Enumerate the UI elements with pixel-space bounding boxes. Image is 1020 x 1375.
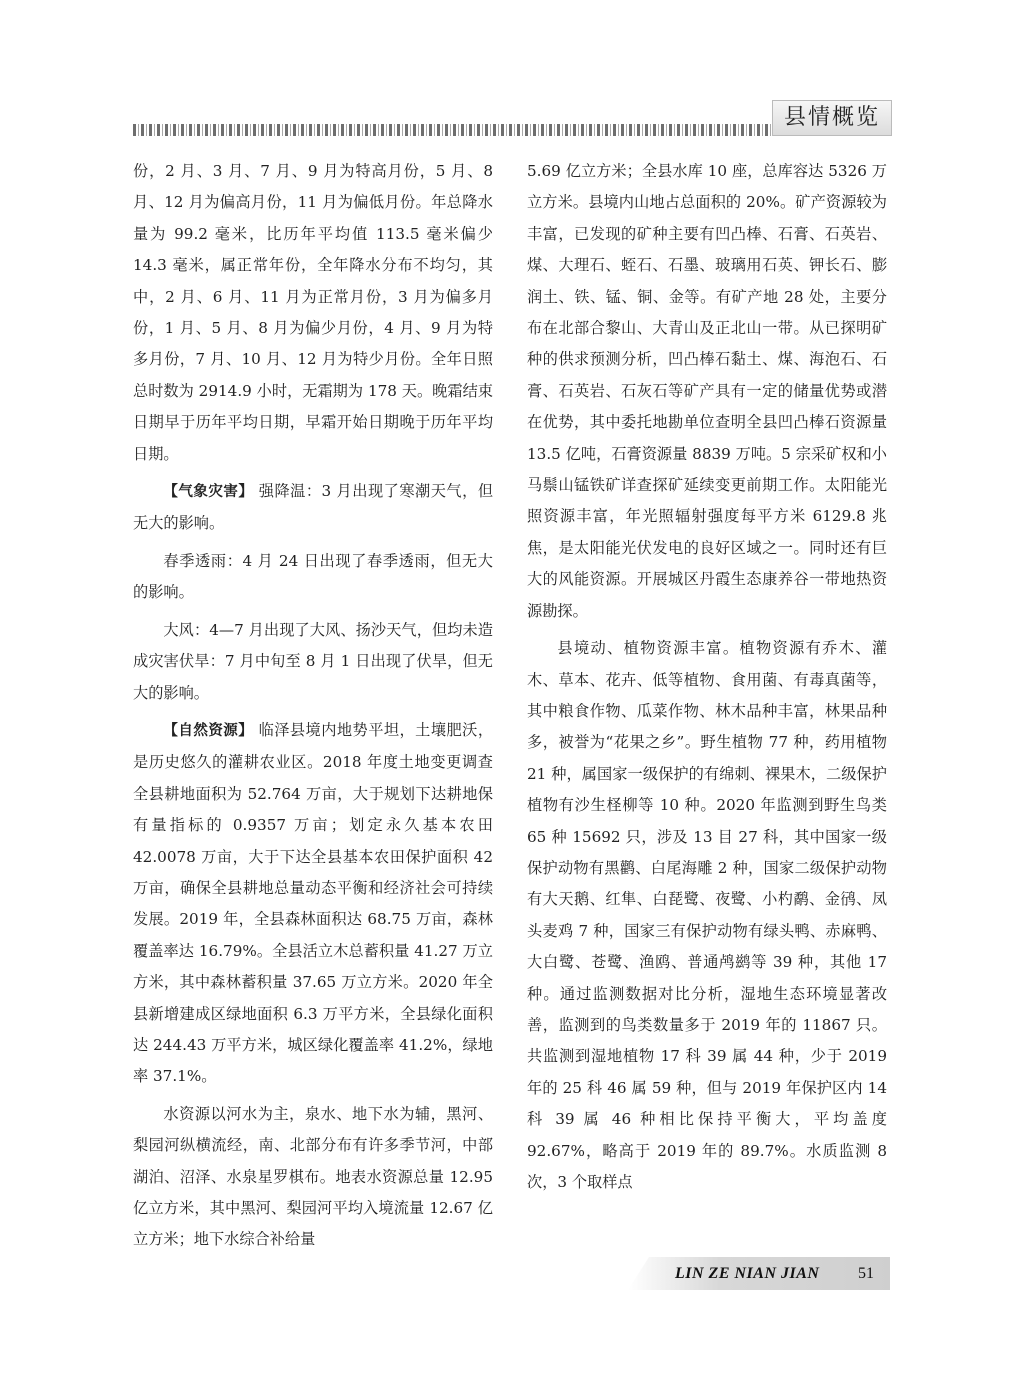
page-number: 51 — [858, 1265, 874, 1282]
paragraph-text: 临泽县境内地势平坦，土壤肥沃，是历史悠久的灌耕农业区。2018 年度土地变更调查全县耕地面积为 52.764 万亩，大于规划下达耕地保有量指标的 0.9357 万亩；划定永久基本农田 42.0078 万亩，大于下达全县基本农田保护面积 42 万亩，确保全县耕地总量动态平衡和经济社会可持续发展。2019 年，全县森林面积达 68.75 万亩，森林覆盖率达 16.79%。全县活立木总蓄积量 41.27 万立方米，其中森林蓄积量 37.65 万立方米。2020 年全县新增建成区绿地面积 6.3 万平方米，全县绿化面积达 244.43 万平方米，城区绿化覆盖率 41.2%，绿地率 37.1%。 — [133, 720, 494, 1086]
paragraph-text: 强降温：3 月出现了寒潮天气，但无大的影响。 — [133, 482, 494, 533]
journal-name: LIN ZE NIAN JIAN — [675, 1265, 820, 1282]
right-column — [527, 156, 887, 1204]
header-decorative-rule — [133, 124, 771, 136]
paragraph: 份，2 月、3 月、7 月、9 月为特高月份，5 月、8 月、12 月为偏高月份，11 月为偏低月份。年总降水量为 99.2 毫米，比历年平均值 113.5 毫米偏少 14.3 毫米，属正常年份，全年降水分布不均匀，其中，2 月、6 月、11 月为正常月份，3 月为偏多月份，1 月、5 月、8 月为偏少月份，4 月、9 月为特多月份，7 月、10 月、12 月为特少月份。全年日照总时数为 2914.9 小时，无霜期为 178 天。晚霜结束日期早于历年平均日期，早霜开始日期晚于历年平均日期。 — [133, 162, 493, 463]
section-label: 【气象灾害】 — [163, 484, 254, 501]
paragraph: 大风：4—7 月出现了大风、扬沙天气，但均未造成灾害伏旱：7 月中旬至 8 月 1 日出现了伏旱，但无大的影响。 — [133, 620, 493, 702]
paragraph: 5.69 亿立方米；全县水库 10 座，总库容达 5326 万立方米。县境内山地占总面积的 20%。矿产资源较为丰富，已发现的矿种主要有凹凸棒、石膏、石英岩、煤、大理石、蛭石、石墨、玻璃用石英、钾长石、膨润土、铁、锰、铜、金等。有矿产地 28 处，主要分布在北部合黎山、大青山及正北山一带。从已探明矿种的供求预测分析，凹凸棒石黏土、煤、海泡石、石膏、石英岩、石灰石等矿产具有一定的储量优势或潜在优势，其中委托地勘单位查明全县凹凸棒石资源量 13.5 亿吨，石膏资源量 8839 万吨。5 宗采矿权和小马鬃山锰铁矿详查探矿延续变更前期工作。太阳能光照资源丰富，年光照辐射强度每平方米 6129.8 兆焦，是太阳能光伏发电的良好区域之一。同时还有巨大的风能资源。开展城区丹霞生态康养谷一带地热资源勘探。 — [527, 162, 887, 620]
paragraph — [133, 715, 493, 1093]
paragraph: 县境动、植物资源丰富。植物资源有乔木、灌木、草本、花卉、低等植物、食用菌、有毒真菌等，其中粮食作物、瓜菜作物、林木品种丰富，林果品种多，被誉为“花果之乡”。野生植物 77 种，药用植物 21 种，属国家一级保护的有绵刺、裸果木，二级保护植物有沙生柽柳等 10 种。2020 年监测到野生鸟类 65 种 15692 只，涉及 13 目 27 科，其中国家一级保护动物有黑鹳、白尾海雕 2 种，国家二级保护动物有大天鹅、红隼、白琵鹭、夜鹭、小杓鹬、金鸻、凤头麦鸡 7 种，国家三有保护动物有绿头鸭、赤麻鸭、大白鹭、苍鹭、渔鸥、普通鸬鹚等 39 种，其他 17 种。通过监测数据对比分析，湿地生态环境显著改善，监测到的鸟类数量多于 2019 年的 11867 只。共监测到湿地植物 17 科 39 属 44 种，少于 2019 年的 25 科 46 属 59 种，但与 2019 年保护区内 14 科 39 属 46 种相比保持平衡大，平均盖度 92.67%，略高于 2019 年的 89.7%。水质监测 8 次，3 个取样点 — [527, 639, 887, 1191]
section-title: 县情概览 — [772, 100, 892, 136]
left-column — [133, 156, 493, 1262]
paragraph: 水资源以河水为主，泉水、地下水为辅，黑河、梨园河纵横流经，南、北部分布有许多季节河，中部湖泊、沼泽、水泉星罗棋布。地表水资源总量 12.95 亿立方米，其中黑河、梨园河平均入境流量 12.67 亿立方米；地下水综合补给量 — [133, 1104, 493, 1249]
paragraph: 春季透雨：4 月 24 日出现了春季透雨，但无大的影响。 — [133, 551, 493, 602]
section-label: 【自然资源】 — [163, 722, 254, 739]
paragraph — [133, 476, 493, 540]
